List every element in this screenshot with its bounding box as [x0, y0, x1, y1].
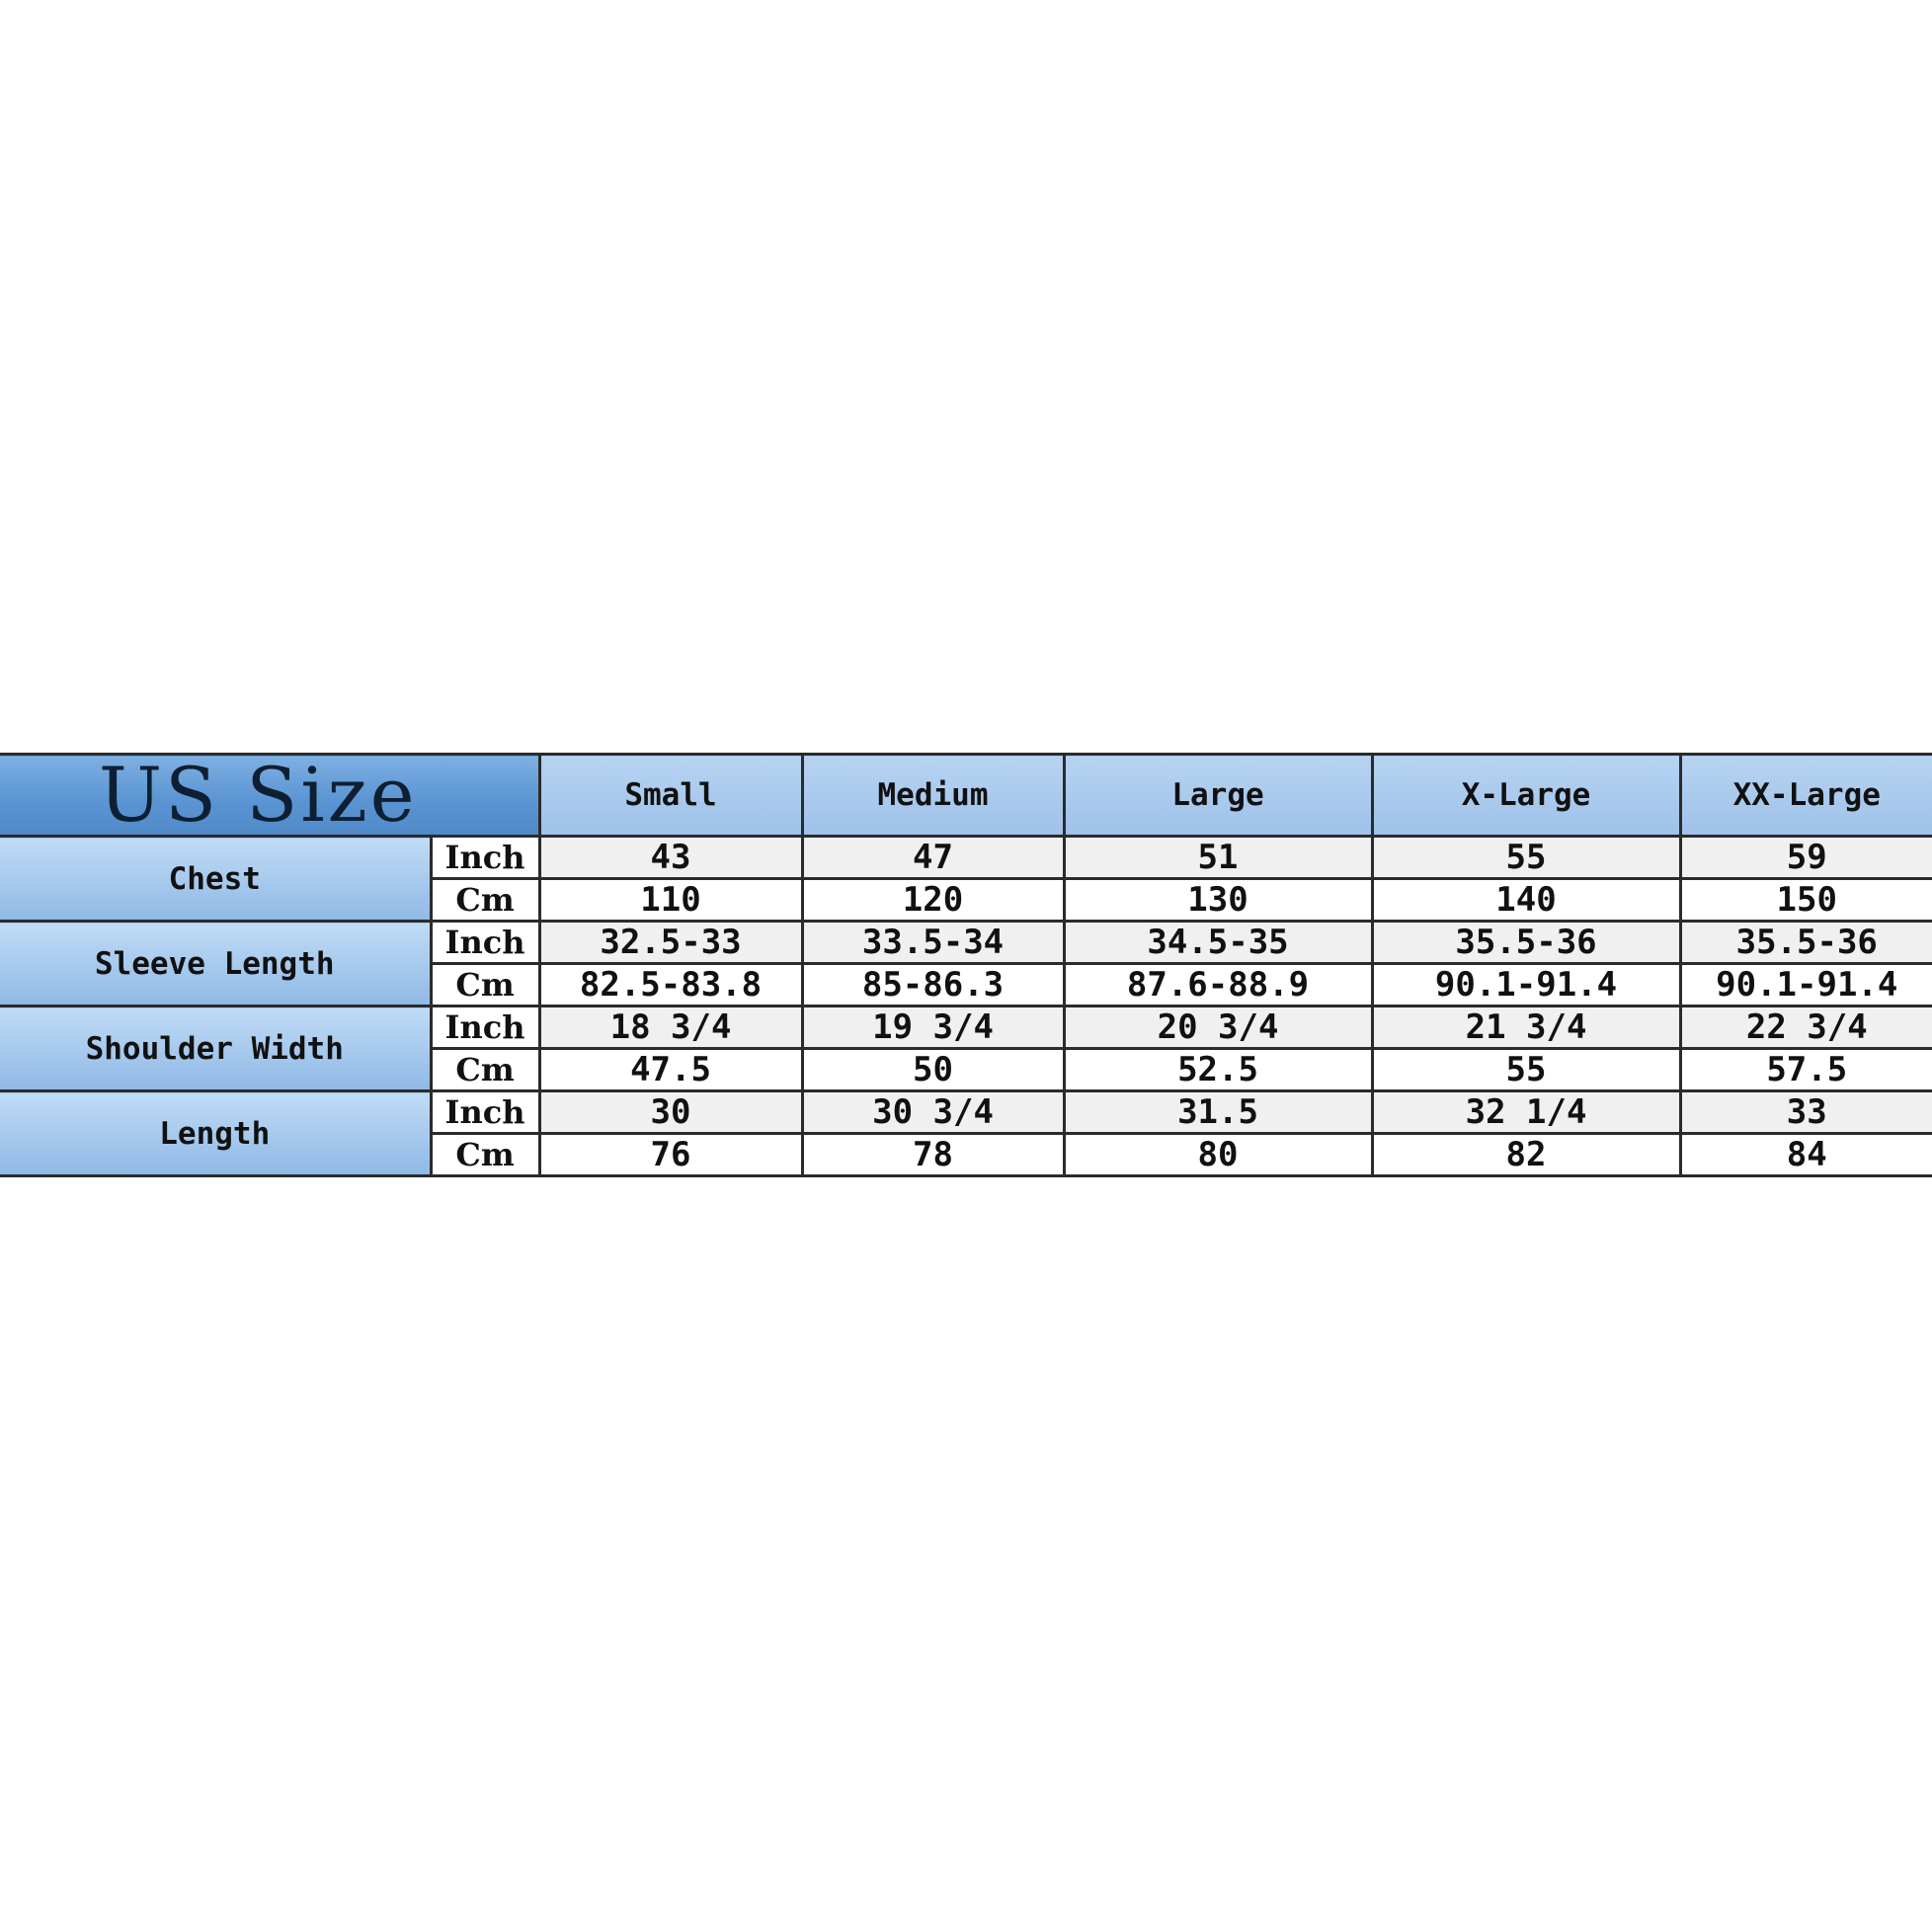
value-cell: 20 3/4 [1064, 1006, 1372, 1049]
size-header-small: Small [539, 755, 802, 837]
value-cell: 18 3/4 [539, 1006, 802, 1049]
value-cell: 120 [802, 879, 1064, 922]
value-cell: 32 1/4 [1372, 1091, 1680, 1134]
value-cell: 30 [539, 1091, 802, 1134]
value-cell: 50 [802, 1049, 1064, 1091]
length-inch-row [0, 1091, 1932, 1134]
measure-label-chest: Chest [0, 837, 431, 922]
value-cell: 19 3/4 [802, 1006, 1064, 1049]
header-row [0, 755, 1932, 837]
value-cell: 55 [1372, 1049, 1680, 1091]
unit-label-inch: Inch [431, 837, 539, 879]
value-cell: 78 [802, 1134, 1064, 1176]
value-cell: 34.5-35 [1064, 922, 1372, 964]
value-cell: 150 [1680, 879, 1932, 922]
value-cell: 33.5-34 [802, 922, 1064, 964]
value-cell: 32.5-33 [539, 922, 802, 964]
value-cell: 82 [1372, 1134, 1680, 1176]
unit-label-inch: Inch [431, 922, 539, 964]
value-cell: 87.6-88.9 [1064, 964, 1372, 1006]
value-cell: 33 [1680, 1091, 1932, 1134]
value-cell: 82.5-83.8 [539, 964, 802, 1006]
value-cell: 21 3/4 [1372, 1006, 1680, 1049]
value-cell: 35.5-36 [1680, 922, 1932, 964]
value-cell: 57.5 [1680, 1049, 1932, 1091]
value-cell: 52.5 [1064, 1049, 1372, 1091]
value-cell: 84 [1680, 1134, 1932, 1176]
measure-label-length: Length [0, 1091, 431, 1176]
unit-label-cm: Cm [431, 879, 539, 922]
value-cell: 90.1-91.4 [1680, 964, 1932, 1006]
size-header-x-large: X-Large [1372, 755, 1680, 837]
value-cell: 31.5 [1064, 1091, 1372, 1134]
sleeve-length-inch-row [0, 922, 1932, 964]
value-cell: 76 [539, 1134, 802, 1176]
size-header-medium: Medium [802, 755, 1064, 837]
value-cell: 30 3/4 [802, 1091, 1064, 1134]
value-cell: 90.1-91.4 [1372, 964, 1680, 1006]
size-header-xx-large: XX-Large [1680, 755, 1932, 837]
value-cell: 47.5 [539, 1049, 802, 1091]
size-chart [0, 753, 1932, 1193]
shoulder-width-inch-row [0, 1006, 1932, 1049]
value-cell: 47 [802, 837, 1064, 879]
value-cell: 130 [1064, 879, 1372, 922]
measure-label-sleeve-length: Sleeve Length [0, 922, 431, 1006]
unit-label-inch: Inch [431, 1006, 539, 1049]
size-table [0, 753, 1932, 1177]
value-cell: 55 [1372, 837, 1680, 879]
value-cell: 22 3/4 [1680, 1006, 1932, 1049]
value-cell: 80 [1064, 1134, 1372, 1176]
value-cell: 35.5-36 [1372, 922, 1680, 964]
value-cell: 110 [539, 879, 802, 922]
value-cell: 43 [539, 837, 802, 879]
size-header-large: Large [1064, 755, 1372, 837]
value-cell: 59 [1680, 837, 1932, 879]
unit-label-cm: Cm [431, 1049, 539, 1091]
chest-inch-row [0, 837, 1932, 879]
unit-label-inch: Inch [431, 1091, 539, 1134]
table-title: US Size [0, 755, 539, 837]
unit-label-cm: Cm [431, 1134, 539, 1176]
value-cell: 85-86.3 [802, 964, 1064, 1006]
measure-label-shoulder-width: Shoulder Width [0, 1006, 431, 1091]
unit-label-cm: Cm [431, 964, 539, 1006]
value-cell: 51 [1064, 837, 1372, 879]
value-cell: 140 [1372, 879, 1680, 922]
